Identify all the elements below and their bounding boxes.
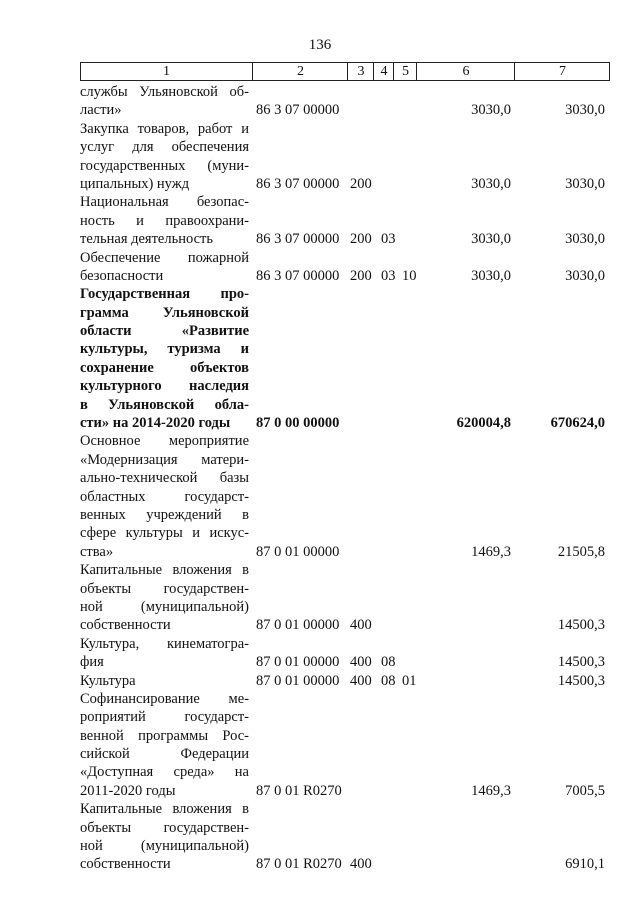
header-col-3: 3 xyxy=(347,63,374,80)
row-col-3: 400 xyxy=(350,654,372,671)
row-amount-2019: 3030,0 xyxy=(471,175,511,192)
description-line: безопасности xyxy=(80,267,164,284)
description-line: службы Ульяновской об- xyxy=(80,84,249,100)
row-code: 86 3 07 00000 xyxy=(256,102,340,119)
row-description xyxy=(80,800,249,874)
row-amount-2020: 6910,1 xyxy=(565,856,605,873)
row-col-3: 200 xyxy=(350,231,372,248)
row-amount-2020: 14500,3 xyxy=(557,617,605,634)
row-col-5: 10 xyxy=(402,267,417,284)
row-amount-2019: 3030,0 xyxy=(471,102,511,119)
row-description xyxy=(80,561,249,635)
header-col-1: 1 xyxy=(163,64,170,79)
row-col-3: 400 xyxy=(350,856,372,873)
row-amount-2020: 14500,3 xyxy=(557,654,605,671)
description-line: венных учреждений в xyxy=(80,506,249,523)
table-row xyxy=(80,83,610,120)
row-amount-2020: 3030,0 xyxy=(565,175,605,192)
row-amount-2020: 3030,0 xyxy=(565,267,605,284)
header-col-6: 6 xyxy=(416,63,515,80)
table-header xyxy=(80,62,610,81)
table-row xyxy=(80,800,610,874)
header-col-4: 4 xyxy=(373,63,394,80)
description-line: «Доступная среда» на xyxy=(80,764,249,781)
row-description xyxy=(80,120,249,194)
row-description xyxy=(80,285,249,432)
row-col-3: 200 xyxy=(350,175,372,192)
description-line: 2011-2020 годы xyxy=(80,782,176,799)
row-code: 87 0 00 00000 xyxy=(256,415,340,432)
row-code: 86 3 07 00000 xyxy=(256,175,340,192)
description-line: Обеспечение пожарной xyxy=(80,249,249,266)
row-description xyxy=(80,672,249,690)
row-code: 87 0 01 00000 xyxy=(256,543,340,560)
description-line: области «Развитие xyxy=(80,323,249,340)
row-col-5: 01 xyxy=(402,672,417,689)
description-line: фия xyxy=(80,654,104,671)
row-description xyxy=(80,83,249,120)
row-col-3: 400 xyxy=(350,617,372,634)
row-amount-2020: 14500,3 xyxy=(557,672,605,689)
table-row xyxy=(80,249,610,286)
table-row xyxy=(80,690,610,800)
description-line: услуг для обеспечения xyxy=(80,139,249,156)
description-line: ства» xyxy=(80,543,114,560)
description-line: Капитальные вложения в xyxy=(80,801,249,818)
row-col-4: 08 xyxy=(381,672,396,689)
header-col-2: 2 xyxy=(252,63,348,80)
row-amount-2020: 3030,0 xyxy=(565,231,605,248)
description-line: венной программы Рос- xyxy=(80,727,249,744)
table-row xyxy=(80,120,610,194)
row-description xyxy=(80,249,249,286)
description-line: областных государст- xyxy=(80,488,249,505)
description-line: ально-технической базы xyxy=(80,470,249,487)
table-row xyxy=(80,672,610,690)
row-amount-2020: 670624,0 xyxy=(550,415,605,432)
description-line: Культура xyxy=(80,672,136,689)
description-line: «Модернизация матери- xyxy=(80,451,249,468)
row-amount-2020: 21505,8 xyxy=(557,543,605,560)
row-description xyxy=(80,432,249,561)
row-code: 87 0 01 R0270 xyxy=(256,856,342,873)
row-col-3: 400 xyxy=(350,672,372,689)
description-line: культурного наследия xyxy=(80,378,249,395)
row-amount-2019: 620004,8 xyxy=(456,415,511,432)
description-line: сийской Федерации xyxy=(80,746,249,763)
header-col-5: 5 xyxy=(393,63,417,80)
description-line: собственности xyxy=(80,617,171,634)
table-body xyxy=(80,83,610,874)
description-line: сохранение объектов xyxy=(80,359,249,376)
row-description xyxy=(80,690,249,800)
page-number: 136 xyxy=(308,37,332,53)
row-amount-2019: 3030,0 xyxy=(471,231,511,248)
row-amount-2020: 7005,5 xyxy=(565,782,605,799)
description-line: объекты государствен- xyxy=(80,819,249,836)
description-line: собственности xyxy=(80,856,171,873)
row-amount-2019: 1469,3 xyxy=(471,543,511,560)
row-code: 86 3 07 00000 xyxy=(256,267,340,284)
description-line: культуры, туризма и xyxy=(80,341,249,358)
header-col-7: 7 xyxy=(514,63,610,80)
description-line: сти» на 2014-2020 годы xyxy=(80,415,231,432)
table-row xyxy=(80,561,610,635)
description-line: Основное мероприятие xyxy=(80,433,249,450)
description-line: Национальная безопас- xyxy=(80,194,249,211)
row-code: 87 0 01 00000 xyxy=(256,672,340,689)
row-description xyxy=(80,635,249,672)
description-line: роприятий государст- xyxy=(80,709,249,726)
description-line: Государственная про- xyxy=(80,286,249,303)
row-code: 87 0 01 R0270 xyxy=(256,782,342,799)
row-col-3: 200 xyxy=(350,267,372,284)
row-col-4: 03 xyxy=(381,231,396,248)
description-line: Культура, кинематогра- xyxy=(80,635,249,652)
row-col-4: 03 xyxy=(381,267,396,284)
row-col-4: 08 xyxy=(381,654,396,671)
row-code: 86 3 07 00000 xyxy=(256,231,340,248)
description-line: грамма Ульяновской xyxy=(80,304,249,321)
table-row xyxy=(80,285,610,432)
row-amount-2020: 3030,0 xyxy=(565,102,605,119)
description-line: тельная деятельность xyxy=(80,231,213,248)
table-row xyxy=(80,635,610,672)
description-line: объекты государствен- xyxy=(80,580,249,597)
description-line: ласти» xyxy=(80,102,122,119)
description-line: ной (муниципальной) xyxy=(80,838,249,855)
description-line: Капитальные вложения в xyxy=(80,562,249,579)
description-line: ципальных) нужд xyxy=(80,175,190,192)
row-description xyxy=(80,193,249,248)
row-amount-2019: 1469,3 xyxy=(471,782,511,799)
description-line: в Ульяновской обла- xyxy=(80,396,249,413)
description-line: Софинансирование ме- xyxy=(80,690,249,707)
description-line: государственных (муни- xyxy=(80,157,249,174)
table-row xyxy=(80,193,610,248)
description-line: ность и правоохрани- xyxy=(80,212,249,229)
description-line: Закупка товаров, работ и xyxy=(80,120,249,137)
row-amount-2019: 3030,0 xyxy=(471,267,511,284)
row-code: 87 0 01 00000 xyxy=(256,654,340,671)
description-line: ной (муниципальной) xyxy=(80,598,249,615)
description-line: сфере культуры и искус- xyxy=(80,525,249,542)
row-code: 87 0 01 00000 xyxy=(256,617,340,634)
table-row xyxy=(80,432,610,561)
